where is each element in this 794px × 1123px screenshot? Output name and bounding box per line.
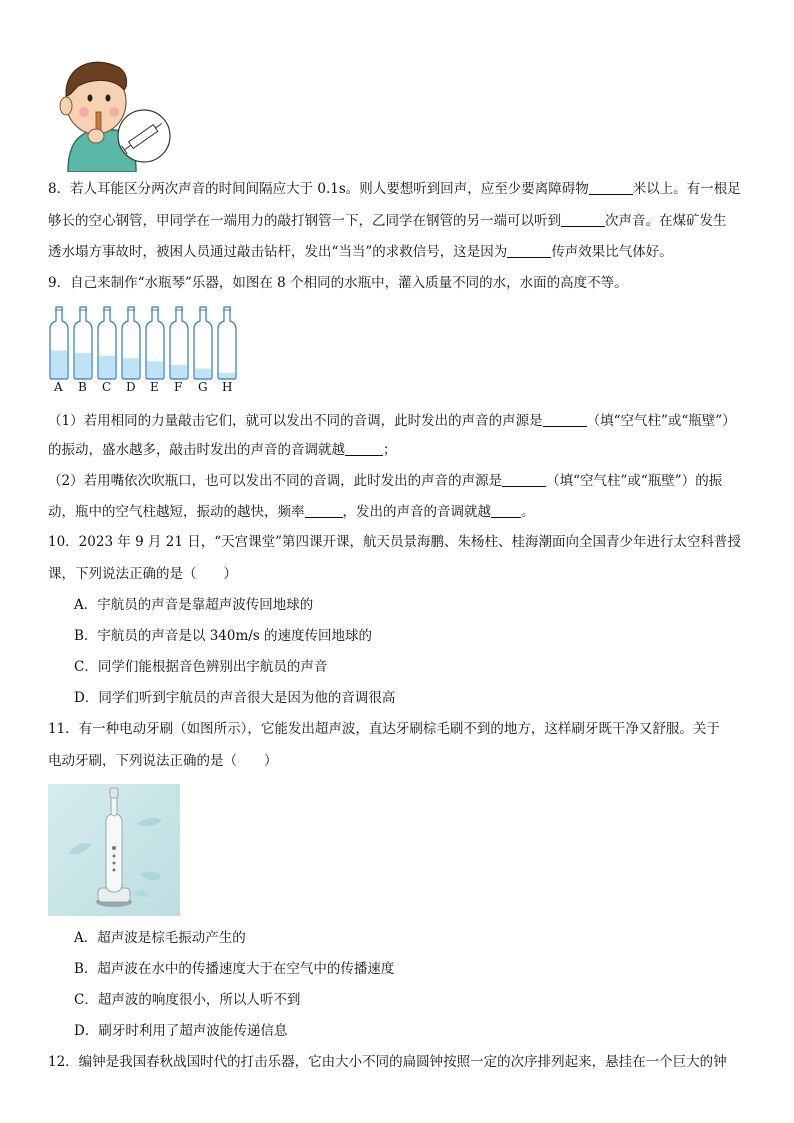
q9-part2-line2 bbox=[48, 503, 535, 521]
q11-option-b[interactable]: B．超声波在水中的传播速度大于在空气中的传播速度 bbox=[74, 961, 395, 977]
water-level-a bbox=[51, 350, 67, 379]
bottle-label-c: C bbox=[102, 380, 112, 394]
bottle-outline bbox=[194, 307, 212, 379]
water-level-e bbox=[147, 361, 163, 379]
q9-text: ； bbox=[383, 442, 397, 458]
q11-stem-line2: 电动牙刷，下列说法正确的是（ ） bbox=[48, 753, 278, 769]
q9-text: （填“空气柱”或“瓶壁”） bbox=[586, 413, 736, 429]
bottle-g bbox=[194, 307, 212, 379]
bottle-c bbox=[98, 307, 116, 379]
bottle-d bbox=[122, 307, 140, 379]
bottle-b bbox=[74, 307, 92, 379]
water-level-h bbox=[219, 373, 235, 379]
bottle-label-f: F bbox=[174, 380, 183, 394]
bottle-e bbox=[146, 307, 164, 379]
q8-line-1 bbox=[48, 180, 741, 198]
q8-line-2 bbox=[48, 212, 727, 230]
q8-text: 够长的空心钢管，甲同学在一端用力的敲打钢管一下，乙同学在钢管的另一端可以听到 bbox=[48, 213, 561, 229]
q9-text: 。 bbox=[521, 504, 535, 520]
answer-blank[interactable] bbox=[345, 441, 383, 456]
q9-part1-line1 bbox=[48, 412, 736, 430]
bottle-f bbox=[170, 307, 188, 379]
bottle-h bbox=[218, 307, 236, 379]
q9-text: （填“空气柱”或“瓶壁”）的振 bbox=[546, 473, 723, 489]
answer-blank[interactable] bbox=[491, 503, 521, 518]
q11-stem-line1: 11．有一种电动牙刷（如图所示），它能发出超声波，直达牙刷棕毛刷不到的地方，这样刷牙既干净又舒服。关于 bbox=[48, 721, 720, 737]
bottle-label-g: G bbox=[198, 380, 208, 394]
q8-text: 透水塌方事故时，被困人员通过敲击钻杆，发出“当当”的求救信号，这是因为 bbox=[48, 244, 508, 260]
q8-text: 米以上。有一根足 bbox=[632, 181, 741, 197]
bottle-label-e: E bbox=[150, 380, 159, 394]
q10-stem-line1: 10．2023 年 9 月 21 日，“天宫课堂”第四课开课，航天员景海鹏、朱杨柱、桂海潮面向全国青少年进行太空科普授 bbox=[48, 534, 742, 550]
electric-toothbrush-photo bbox=[48, 784, 180, 916]
q8-text: 次声音。在煤矿发生 bbox=[605, 213, 727, 229]
answer-blank[interactable] bbox=[502, 472, 546, 487]
answer-blank[interactable] bbox=[543, 412, 587, 427]
boy-blowing-illustration bbox=[44, 56, 174, 172]
q9-part2-line1 bbox=[48, 472, 722, 490]
q10-option-a[interactable]: A．宇航员的声音是靠超声波传回地球的 bbox=[74, 597, 314, 613]
answer-blank[interactable] bbox=[507, 243, 551, 258]
q9-text: ，发出的声音的音调就越 bbox=[342, 504, 491, 520]
bottle-label-h: H bbox=[222, 380, 233, 394]
answer-blank[interactable] bbox=[589, 180, 633, 195]
q12-stem-line1: 12．编钟是我国春秋战国时代的打击乐器，它由大小不同的扁圆钟按照一定的次序排列起来，悬挂在一个巨大的钟 bbox=[48, 1054, 727, 1070]
q10-option-d[interactable]: D．同学们听到宇航员的声音很大是因为他的音调很高 bbox=[74, 690, 396, 706]
q9-part1-line2 bbox=[48, 441, 397, 459]
q10-option-c[interactable]: C．同学们能根据音色辨别出宇航员的声音 bbox=[74, 659, 328, 675]
q9-text: 动，瓶中的空气柱越短，振动的越快，频率 bbox=[48, 504, 305, 520]
answer-blank[interactable] bbox=[305, 503, 343, 518]
q9-text: （2）若用嘴依次吹瓶口，也可以发出不同的音调，此时发出的声音的声源是 bbox=[48, 473, 503, 489]
q8-text: 8．若人耳能区分两次声音的时间间隔应大于 0.1s。则人要想听到回声，应至少要离障碍物 bbox=[48, 181, 589, 197]
answer-blank[interactable] bbox=[561, 212, 605, 227]
q9-text: （1）若用相同的力量敲击它们，就可以发出不同的音调，此时发出的声音的声源是 bbox=[48, 413, 543, 429]
bottle-label-a: A bbox=[54, 380, 63, 394]
water-level-b bbox=[75, 353, 91, 379]
bottle-a bbox=[50, 307, 68, 379]
q11-option-d[interactable]: D．刷牙时利用了超声波能传递信息 bbox=[74, 1023, 288, 1039]
q8-text: 传声效果比气体好。 bbox=[551, 244, 673, 260]
q8-line-3 bbox=[48, 243, 673, 261]
water-level-g bbox=[195, 369, 211, 379]
q11-option-a[interactable]: A．超声波是棕毛振动产生的 bbox=[74, 930, 246, 946]
bottle-label-b: B bbox=[78, 380, 87, 394]
water-level-f bbox=[171, 365, 187, 379]
q10-stem-line2: 课，下列说法正确的是（ ） bbox=[48, 566, 237, 582]
bottle-label-d: D bbox=[126, 380, 136, 394]
q9-text: 的振动，盛水越多，敲击时发出的声音的音调就越 bbox=[48, 442, 345, 458]
water-level-c bbox=[99, 356, 115, 379]
bottle-outline bbox=[218, 307, 236, 379]
q11-option-c[interactable]: C．超声波的响度很小，所以人听不到 bbox=[74, 992, 301, 1008]
water-level-d bbox=[123, 358, 139, 379]
water-bottles-figure bbox=[48, 305, 238, 381]
q10-option-b[interactable]: B．宇航员的声音是以 340m/s 的速度传回地球的 bbox=[74, 628, 373, 644]
q9-stem: 9．自己来制作“水瓶琴”乐器，如图在 8 个相同的水瓶中，灌入质量不同的水，水面的高度不等。 bbox=[48, 275, 628, 291]
